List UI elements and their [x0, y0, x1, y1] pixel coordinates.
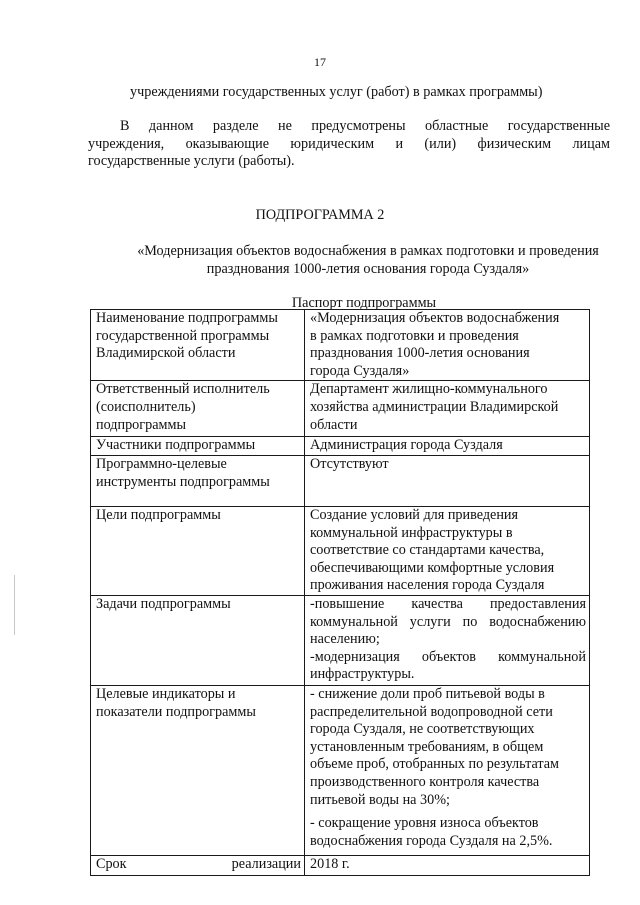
value-line: распределительной водопроводной сети — [310, 703, 553, 720]
section-paragraph — [88, 118, 610, 171]
passport-row-value — [305, 310, 590, 381]
value-line: «Модернизация объектов водоснабжения — [310, 310, 560, 326]
subprogram-name-line-2: празднования 1000-летия основания города Суздаля» — [206, 260, 530, 277]
passport-row-value — [305, 437, 590, 456]
label-line: Программно-целевые — [96, 455, 227, 472]
value-line: водоснабжения города Суздаля на 2,5%. — [310, 832, 553, 849]
subprogram-name — [108, 243, 628, 278]
value-line: города Суздаля, не соответствующих — [310, 721, 535, 738]
label-line: государственной программы — [96, 327, 270, 344]
value-line: Администрация города Суздаля — [310, 437, 503, 454]
label-word: реализации — [231, 855, 301, 872]
value-line: проживания населения города Суздаля — [310, 577, 545, 594]
continued-text-line: учреждениями государственных услуг (работ) в рамках программы) — [130, 84, 543, 100]
value-line: города Суздаля» — [310, 362, 410, 379]
passport-row-label — [91, 455, 305, 506]
passport-row-value — [305, 381, 590, 437]
value-line: 2018 г. — [310, 855, 350, 872]
passport-row-value — [305, 595, 590, 685]
subprogram-name-line-1: «Модернизация объектов водоснабжения в рамках подготовки и проведения — [137, 243, 599, 259]
subprogram-heading: ПОДПРОГРАММА 2 — [255, 207, 385, 223]
passport-row-label — [91, 685, 305, 855]
passport-row — [91, 310, 590, 381]
label-line: Участники подпрограммы — [96, 437, 256, 454]
value-line: области — [310, 416, 358, 433]
value-line: объеме проб, отобранных по результатам — [310, 756, 560, 773]
passport-row-value — [305, 685, 590, 855]
label-line: (соисполнитель) — [96, 398, 196, 415]
value-line: хозяйства администрации Владимирской — [310, 398, 559, 415]
label-line: Ответственный исполнитель — [96, 381, 270, 398]
label-line: показатели подпрограммы — [96, 703, 256, 720]
value-line: производственного контроля качества — [310, 773, 540, 790]
passport-row — [91, 381, 590, 437]
value-line: коммунальной инфраструктуры в — [310, 524, 513, 541]
passport-row-value — [305, 506, 590, 595]
label-line: Целевые индикаторы и — [96, 685, 236, 702]
passport-row — [91, 595, 590, 685]
passport-row-label — [91, 595, 305, 685]
value-line: инфраструктуры. — [310, 666, 415, 683]
passport-row — [91, 855, 590, 875]
value-line: установленным требованиям, в общем — [310, 738, 544, 755]
value-line: населению; — [310, 631, 380, 648]
passport-row-label — [91, 855, 305, 875]
paragraph-line-2: учреждения, оказывающие юридическим и (или) физическим лицам — [88, 135, 610, 152]
value-line: - сокращение уровня износа объектов — [310, 815, 539, 832]
label-word: Срок — [96, 855, 127, 872]
label-line: подпрограммы — [96, 416, 186, 433]
value-line: празднования 1000-летия основания — [310, 345, 530, 362]
value-line: -модернизация объектов коммунальной — [310, 648, 586, 665]
label-line: Наименование подпрограммы — [96, 310, 278, 326]
label-line: Цели подпрограммы — [96, 506, 221, 523]
passport-row-label — [91, 381, 305, 437]
paragraph-line-3: государственные услуги (работы). — [88, 153, 295, 170]
passport-title: Паспорт подпрограммы — [291, 295, 437, 311]
value-line: в рамках подготовки и проведения — [310, 327, 519, 344]
value-line: соответствие со стандартами качества, — [310, 542, 545, 559]
passport-row — [91, 506, 590, 595]
value-line: Департамент жилищно-коммунального — [310, 381, 548, 398]
value-line: Отсутствуют — [310, 455, 389, 472]
value-line: Создание условий для приведения — [310, 506, 519, 523]
passport-row-value — [305, 455, 590, 506]
label-line — [96, 856, 301, 874]
passport-row — [91, 455, 590, 506]
value-line: - снижение доли проб питьевой воды в — [310, 685, 545, 702]
passport-row-label — [91, 437, 305, 456]
label-line: Владимирской области — [96, 345, 236, 362]
value-line: коммунальной услуги по водоснабжению — [310, 613, 586, 630]
passport-row-label — [91, 310, 305, 381]
value-line: питьевой воды на 30%; — [310, 791, 450, 808]
passport-row-value — [305, 855, 590, 875]
label-line: Задачи подпрограммы — [96, 595, 231, 612]
scan-margin-mark — [14, 575, 15, 635]
paragraph-line-1: В данном разделе не предусмотрены областные государственные — [120, 118, 610, 134]
passport-table — [90, 309, 590, 876]
label-line: инструменты подпрограммы — [96, 473, 270, 490]
page-number: 17 — [314, 55, 326, 69]
value-line: -повышение качества предоставления — [310, 595, 586, 612]
passport-row — [91, 437, 590, 456]
passport-row — [91, 685, 590, 855]
value-line: обеспечивающими комфортные условия — [310, 559, 555, 576]
passport-row-label — [91, 506, 305, 595]
